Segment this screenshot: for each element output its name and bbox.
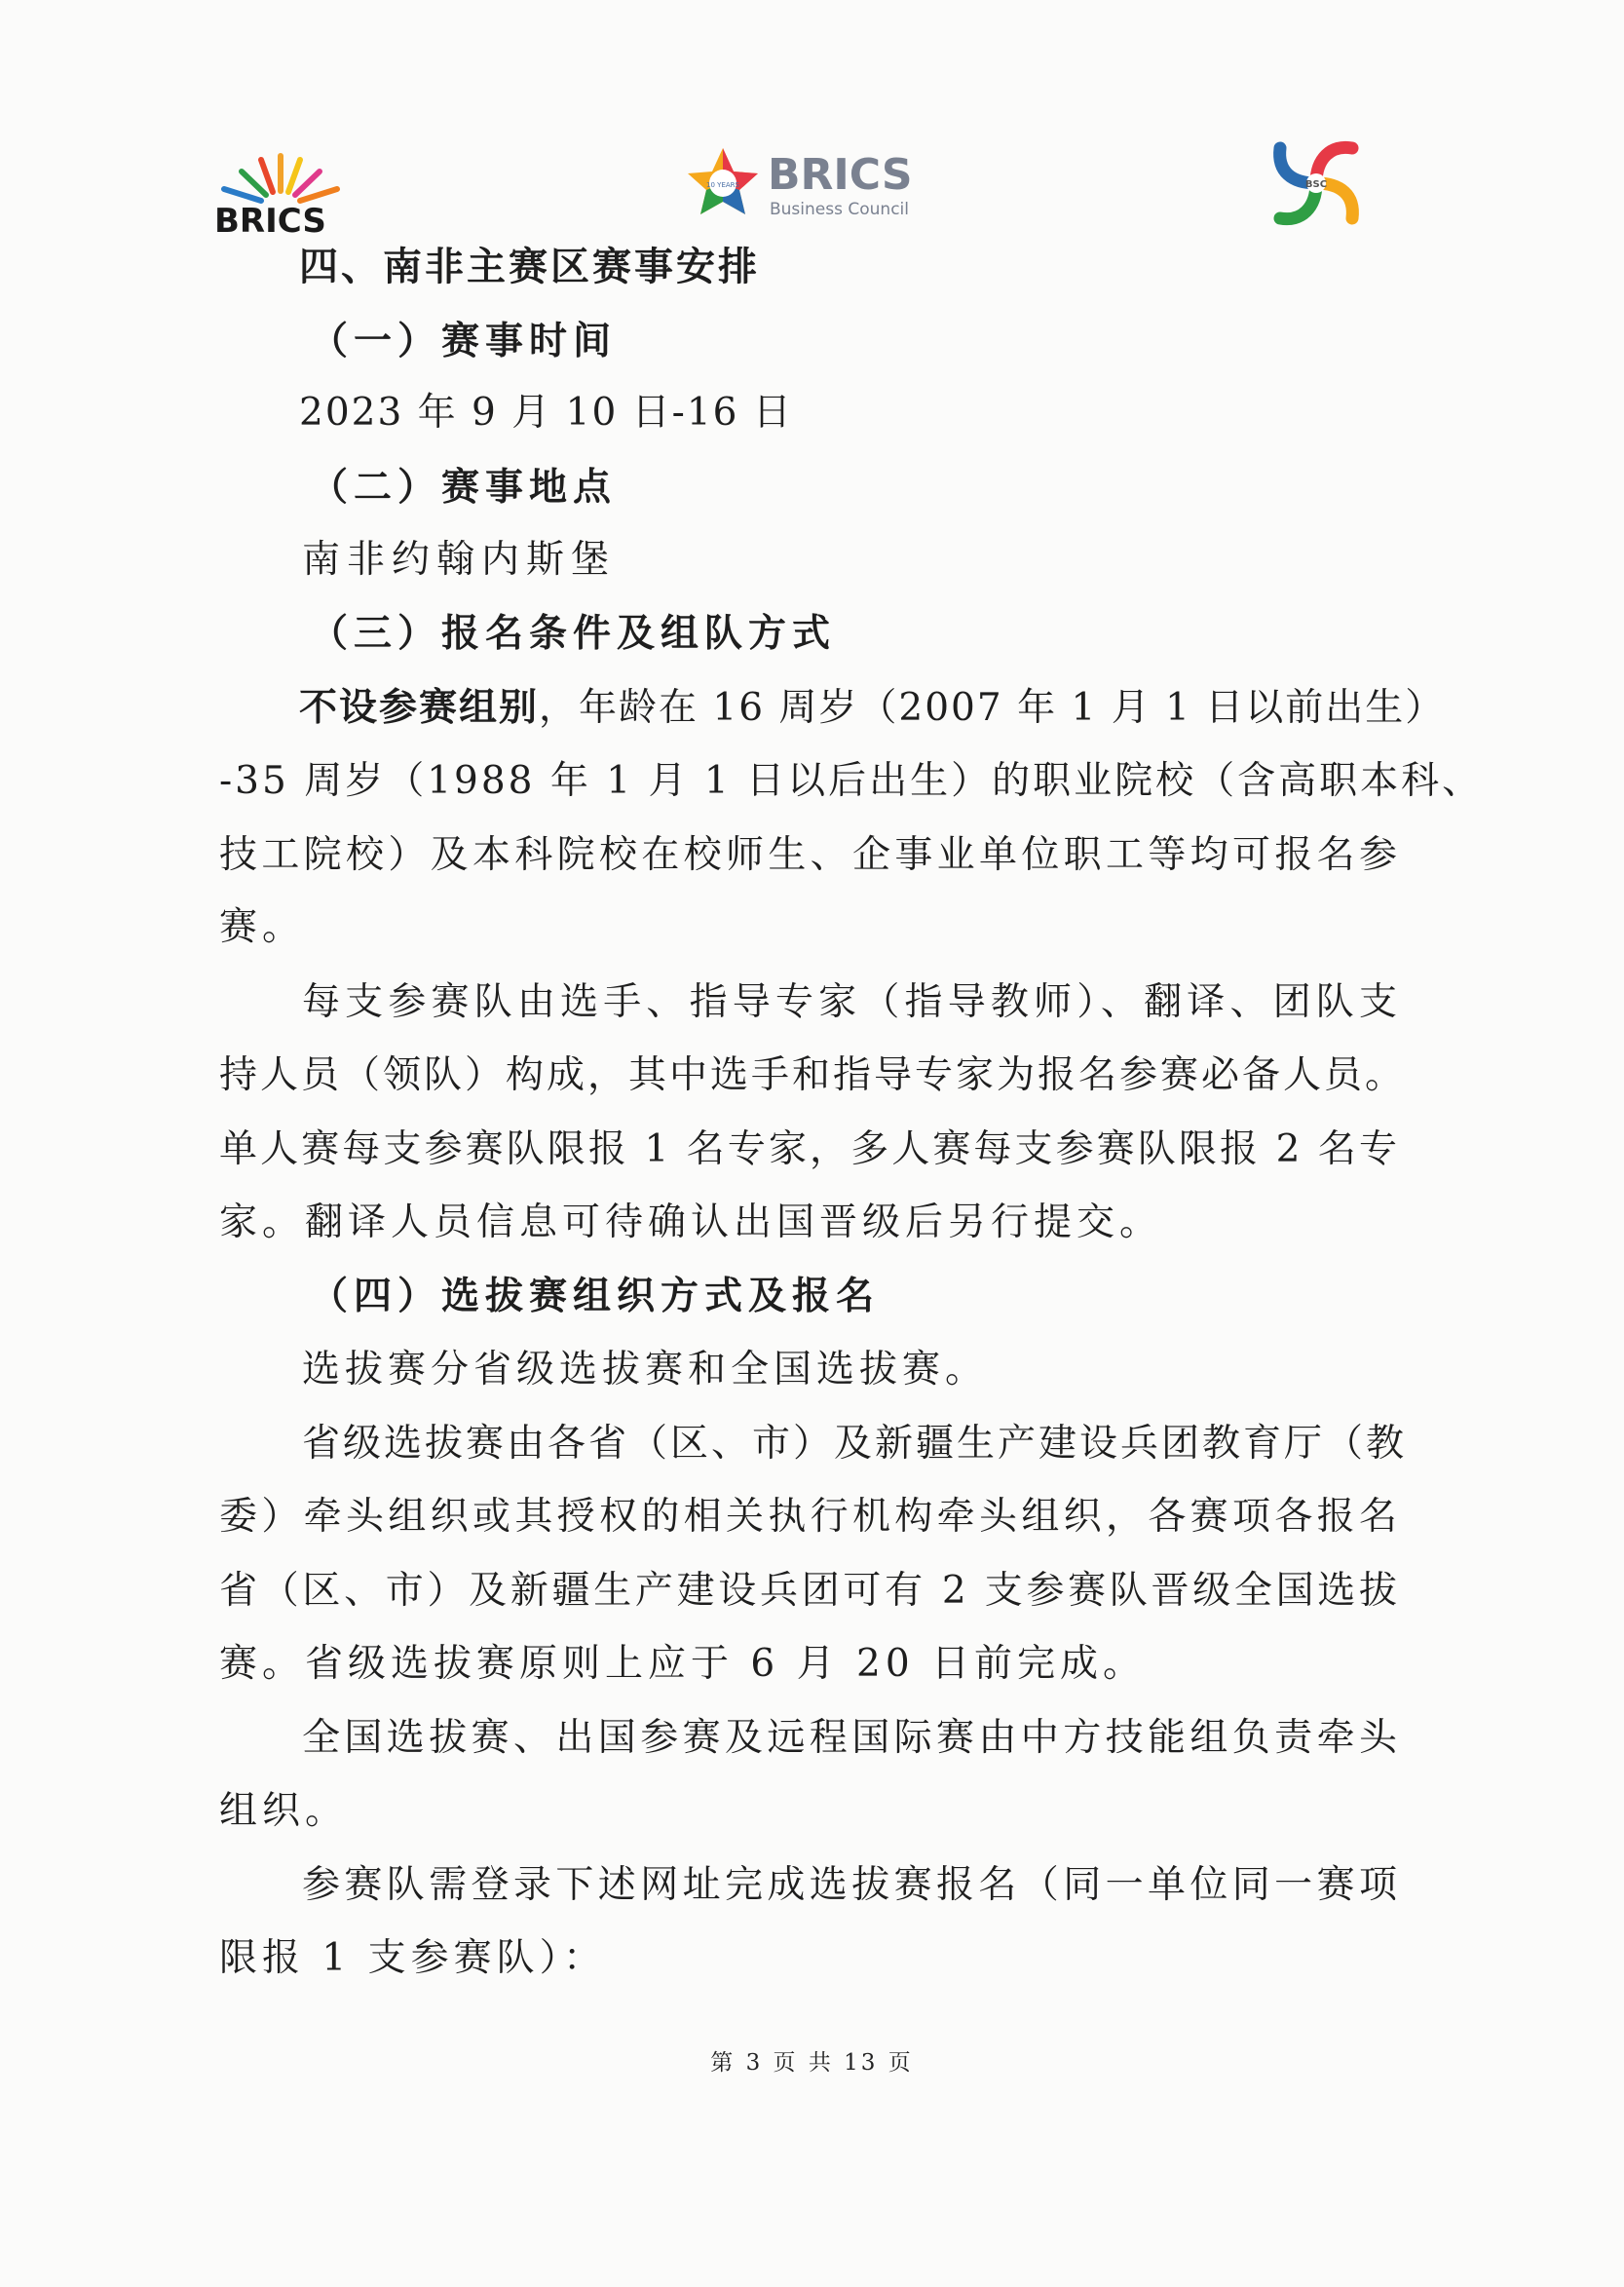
- page-number-footer: 第 3 页 共 13 页: [710, 2050, 914, 2076]
- section-title: 四、南非主赛区赛事安排: [299, 245, 760, 289]
- sub3-p1-line-3: 技工院校）及本科院校在校师生、企事业单位职工等均可报名参: [219, 833, 1400, 877]
- sub2-text: 南非约翰内斯堡: [302, 538, 617, 582]
- logo-right-text: BSC: [1304, 179, 1328, 190]
- sub4-p1: 选拔赛分省级选拔赛和全国选拔赛。: [302, 1348, 989, 1391]
- logo-badge-text: 10 YEARS: [706, 181, 739, 189]
- sub3-p2-line-1: 每支参赛队由选手、指导专家（指导教师）、翻译、团队支: [302, 980, 1400, 1024]
- sub3-p2-line-2: 持人员（领队）构成，其中选手和指导专家为报名参赛必备人员。: [219, 1053, 1407, 1097]
- sub4-p2-line-4: 赛。省级选拔赛原则上应于 6 月 20 日前完成。: [219, 1642, 1147, 1686]
- brics-summit-logo: [212, 146, 349, 239]
- star-emblem-icon: [688, 148, 758, 214]
- sub3-p1-line-4: 赛。: [219, 905, 306, 949]
- sub3-p2-line-4: 家。翻译人员信息可待确认出国晋级后另行提交。: [219, 1201, 1163, 1244]
- sub4-p3-line-2: 组织。: [219, 1789, 349, 1833]
- sub3-p1-line-2: -35 周岁（1988 年 1 月 1 日以后出生）的职业院校（含高职本科、: [219, 759, 1484, 803]
- logo-left-text: BRICS: [214, 202, 326, 241]
- sub4-p4-line-2: 限报 1 支参赛队）：: [219, 1936, 607, 1980]
- sun-rays-icon: [224, 156, 337, 201]
- sub4-p2-line-3: 省（区、市）及新疆生产建设兵团可有 2 支参赛队晋级全国选拔: [219, 1569, 1400, 1613]
- bsc-swirl-logo: [1263, 134, 1370, 232]
- sub4-title: （四）选拔赛组织方式及报名: [310, 1274, 881, 1318]
- sub4-p2-line-1: 省级选拔赛由各省（区、市）及新疆生产建设兵团教育厅（教: [302, 1422, 1408, 1466]
- sub3-p2-line-3: 单人赛每支参赛队限报 1 名专家，多人赛每支参赛队限报 2 名专: [219, 1127, 1400, 1171]
- logo-center-title: BRICS: [768, 150, 913, 200]
- logo-center-subtitle: Business Council: [770, 200, 909, 219]
- sub3-p1-rest: ，年龄在 16 周岁（2007 年 1 月 1 日以前出生）: [539, 686, 1446, 730]
- sub3-p1-line-1: [299, 682, 1445, 734]
- sub4-p4-line-1: 参赛队需登录下述网址完成选拔赛报名（同一单位同一赛项: [302, 1863, 1400, 1907]
- sub3-title: （三）报名条件及组队方式: [310, 611, 837, 656]
- brics-business-council-logo: [688, 144, 913, 227]
- sub4-p2-line-2: 委）牵头组织或其授权的相关执行机构牵头组织，各赛项各报名: [219, 1495, 1400, 1539]
- sub3-p1-bold: 不设参赛组别: [299, 685, 540, 730]
- sub1-text: 2023 年 9 月 10 日-16 日: [299, 391, 793, 435]
- sub4-p3-line-1: 全国选拔赛、出国参赛及远程国际赛由中方技能组负责牵头: [302, 1716, 1400, 1760]
- sub1-title: （一）赛事时间: [310, 319, 618, 363]
- sub2-title: （二）赛事地点: [310, 465, 618, 510]
